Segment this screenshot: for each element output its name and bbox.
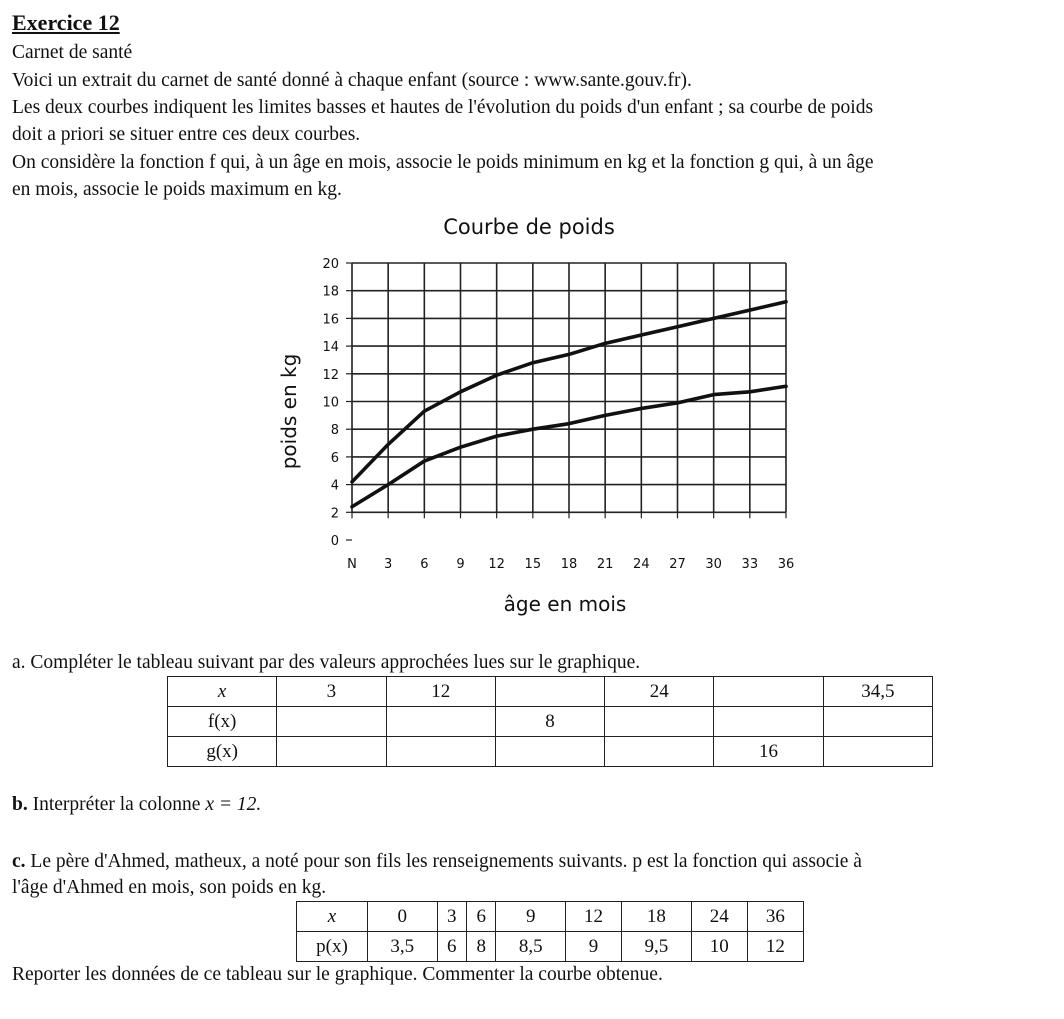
table-a-row-x bbox=[168, 677, 933, 707]
table-c-cell: 3,5 bbox=[368, 932, 438, 962]
table-c-cell: 24 bbox=[691, 902, 747, 932]
table-c-row-x bbox=[297, 902, 804, 932]
table-a-cell bbox=[277, 737, 386, 767]
intro-line-3: doit a priori se situer entre ces deux courbes. bbox=[12, 124, 361, 145]
x-tick-label: 6 bbox=[420, 557, 429, 572]
table-a-cell bbox=[823, 707, 932, 737]
x-tick-label: 12 bbox=[488, 557, 505, 572]
x-tick-label: 18 bbox=[560, 557, 578, 572]
x-tick-label: 9 bbox=[456, 557, 465, 572]
intro-line-1: Voici un extrait du carnet de santé donné à chaque enfant (source : www.sante.gouv.fr). bbox=[12, 70, 692, 91]
table-a-row-f bbox=[168, 707, 933, 737]
table-c-cell: 8,5 bbox=[496, 932, 566, 962]
x-tick-label: 15 bbox=[524, 557, 542, 572]
table-a-cell bbox=[714, 677, 823, 707]
table-a-row-g bbox=[168, 737, 933, 767]
table-a-header: g(x) bbox=[168, 737, 277, 767]
question-b-math: x = 12. bbox=[205, 794, 262, 815]
y-tick-label: 14 bbox=[322, 340, 339, 356]
table-a-cell bbox=[495, 737, 604, 767]
table-a-cell bbox=[605, 737, 714, 767]
table-a bbox=[167, 676, 933, 767]
table-c-cell: 10 bbox=[691, 932, 747, 962]
question-b-prefix: b. bbox=[12, 794, 28, 815]
y-tick-label: 20 bbox=[322, 257, 339, 272]
table-a-cell bbox=[495, 677, 604, 707]
question-c-line2: l'âge d'Ahmed en mois, son poids en kg. bbox=[12, 877, 327, 898]
y-tick-label: 18 bbox=[322, 284, 339, 300]
table-c-row-p bbox=[297, 932, 804, 962]
x-tick-label: 21 bbox=[596, 557, 614, 572]
table-a-cell bbox=[386, 707, 495, 737]
table-c-header: x bbox=[297, 902, 368, 932]
table-c-cell: 8 bbox=[466, 932, 495, 962]
table-a-cell bbox=[605, 707, 714, 737]
y-tick-label: 0 bbox=[330, 534, 339, 549]
table-a-cell: 24 bbox=[605, 677, 714, 707]
table-c-cell: 3 bbox=[437, 902, 466, 932]
table-c-cell: 6 bbox=[437, 932, 466, 962]
x-tick-label: 27 bbox=[669, 557, 686, 572]
exercise-title: Exercice 12 bbox=[12, 10, 120, 35]
table-c-cell: 9 bbox=[496, 902, 566, 932]
question-c-end: Reporter les données de ce tableau sur le graphique. Commenter la courbe obtenue. bbox=[12, 964, 663, 985]
y-axis-label: poids en kg bbox=[277, 353, 301, 470]
x-tick-label: 24 bbox=[633, 557, 650, 572]
table-a-cell bbox=[277, 707, 386, 737]
intro-line-4: On considère la fonction f qui, à un âge en mois, associe le poids minimum en kg et la fonction g qui, à un âge bbox=[12, 152, 874, 173]
question-a: a. Compléter le tableau suivant par des valeurs approchées lues sur le graphique. bbox=[12, 652, 641, 673]
y-tick-label: 8 bbox=[330, 423, 339, 439]
x-tick-label: 3 bbox=[384, 557, 393, 572]
table-c-cell: 0 bbox=[368, 902, 438, 932]
table-a-cell: 8 bbox=[495, 707, 604, 737]
y-tick-label: 16 bbox=[322, 312, 339, 328]
table-c-cell: 6 bbox=[466, 902, 495, 932]
table-a-cell bbox=[386, 737, 495, 767]
table-c-cell: 9 bbox=[565, 932, 621, 962]
x-tick-label: 33 bbox=[741, 557, 759, 572]
table-c-cell: 12 bbox=[565, 902, 621, 932]
subtitle: Carnet de santé bbox=[12, 42, 133, 63]
table-a-cell: 34,5 bbox=[823, 677, 932, 707]
table-a-header: f(x) bbox=[168, 707, 277, 737]
table-a-cell bbox=[714, 707, 823, 737]
table-c-cell: 9,5 bbox=[622, 932, 692, 962]
question-c-line1 bbox=[12, 849, 862, 875]
intro-line-5: en mois, associe le poids maximum en kg. bbox=[12, 179, 342, 200]
intro-line-2: Les deux courbes indiquent les limites basses et hautes de l'évolution du poids d'un enfant ; sa courbe de poids bbox=[12, 97, 874, 118]
chart-title: Courbe de poids bbox=[443, 215, 615, 239]
weight-chart bbox=[270, 205, 810, 625]
table-a-cell: 3 bbox=[277, 677, 386, 707]
question-b-text: Interpréter la colonne bbox=[27, 794, 206, 815]
table-a-cell bbox=[823, 737, 932, 767]
table-a-cell: 16 bbox=[714, 737, 823, 767]
table-c-cell: 18 bbox=[622, 902, 692, 932]
question-c-prefix: c. bbox=[12, 851, 26, 872]
y-tick-label: 2 bbox=[330, 506, 339, 522]
y-tick-label: 6 bbox=[330, 450, 339, 466]
table-c-cell: 36 bbox=[747, 902, 803, 932]
x-tick-label: N bbox=[347, 557, 357, 572]
x-tick-label: 36 bbox=[777, 557, 795, 572]
table-c-cell: 12 bbox=[747, 932, 803, 962]
x-tick-label: 30 bbox=[705, 557, 722, 572]
table-a-header: x bbox=[168, 677, 277, 707]
table-a-cell: 12 bbox=[386, 677, 495, 707]
y-tick-label: 4 bbox=[330, 478, 339, 494]
y-tick-label: 12 bbox=[322, 367, 339, 383]
question-b bbox=[12, 792, 261, 818]
y-tick-label: 10 bbox=[322, 395, 339, 411]
table-c bbox=[296, 901, 804, 962]
table-c-header: p(x) bbox=[297, 932, 368, 962]
question-c-text: Le père d'Ahmed, matheux, a noté pour son fils les renseignements suivants. p est la fonction qui associe à bbox=[25, 851, 862, 872]
x-axis-label: âge en mois bbox=[503, 592, 627, 616]
